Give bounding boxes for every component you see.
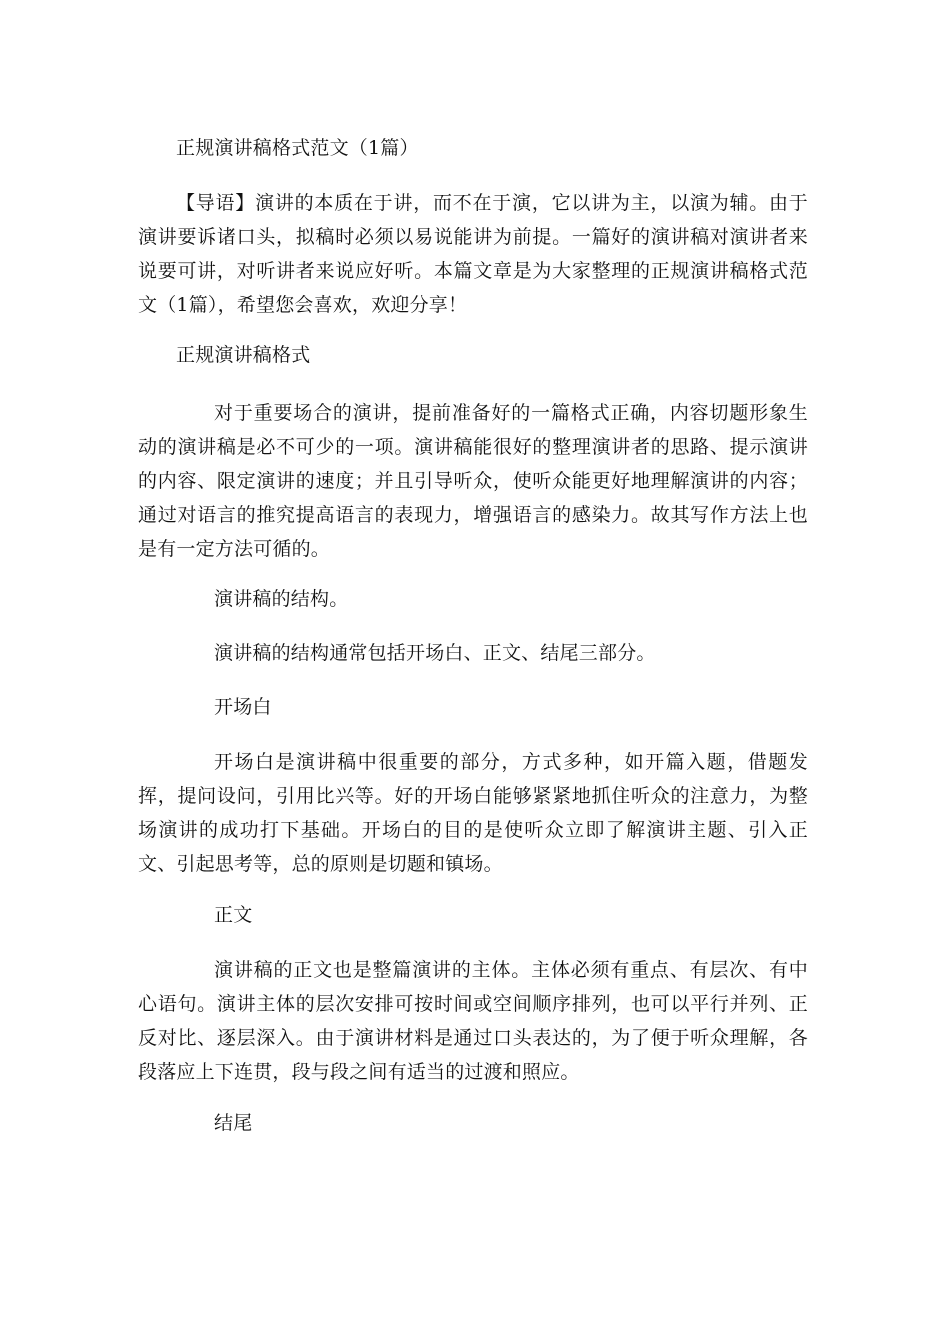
opening-heading: 开场白	[214, 696, 272, 718]
ending-heading: 结尾	[214, 1112, 253, 1134]
structure-heading: 演讲稿的结构。	[214, 588, 349, 610]
section-format-body: 对于重要场合的演讲，提前准备好的一篇格式正确，内容切题形象生动的演讲稿是必不可少的一项。演讲稿能很好的整理演讲者的思路、提示演讲的内容、限定演讲的速度；并且引导听众，使听众能更好地理解演讲的内容；通过对语言的推究提高语言的表现力，增强语言的感染力。故其写作方法上也是有一定方法可循的。	[138, 402, 808, 560]
structure-body: 演讲稿的结构通常包括开场白、正文、结尾三部分。	[214, 642, 656, 664]
document-title: 正规演讲稿格式范文（1篇）	[176, 137, 419, 159]
main-body-heading: 正文	[214, 904, 253, 926]
section-heading-format: 正规演讲稿格式	[176, 344, 311, 366]
opening-body: 开场白是演讲稿中很重要的部分，方式多种，如开篇入题，借题发挥，提问设问，引用比兴等。好的开场白能够紧紧地抓住听众的注意力，为整场演讲的成功打下基础。开场白的目的是使听众立即了解演讲主题、引入正文、引起思考等，总的原则是切题和镇场。	[138, 751, 808, 875]
main-body-paragraph: 演讲稿的正文也是整篇演讲的主体。主体必须有重点、有层次、有中心语句。演讲主体的层次安排可按时间或空间顺序排列，也可以平行并列、正反对比、逐层深入。由于演讲材料是通过口头表达的，为了便于听众理解，各段落应上下连贯，段与段之间有适当的过渡和照应。	[138, 959, 808, 1083]
intro-paragraph: 【导语】演讲的本质在于讲，而不在于演，它以讲为主，以演为辅。由于演讲要诉诸口头，拟稿时必须以易说能讲为前提。一篇好的演讲稿对演讲者来说要可讲，对听讲者来说应好听。本篇文章是为大家整理的正规演讲稿格式范文（1篇），希望您会喜欢，欢迎分享！	[138, 192, 808, 316]
